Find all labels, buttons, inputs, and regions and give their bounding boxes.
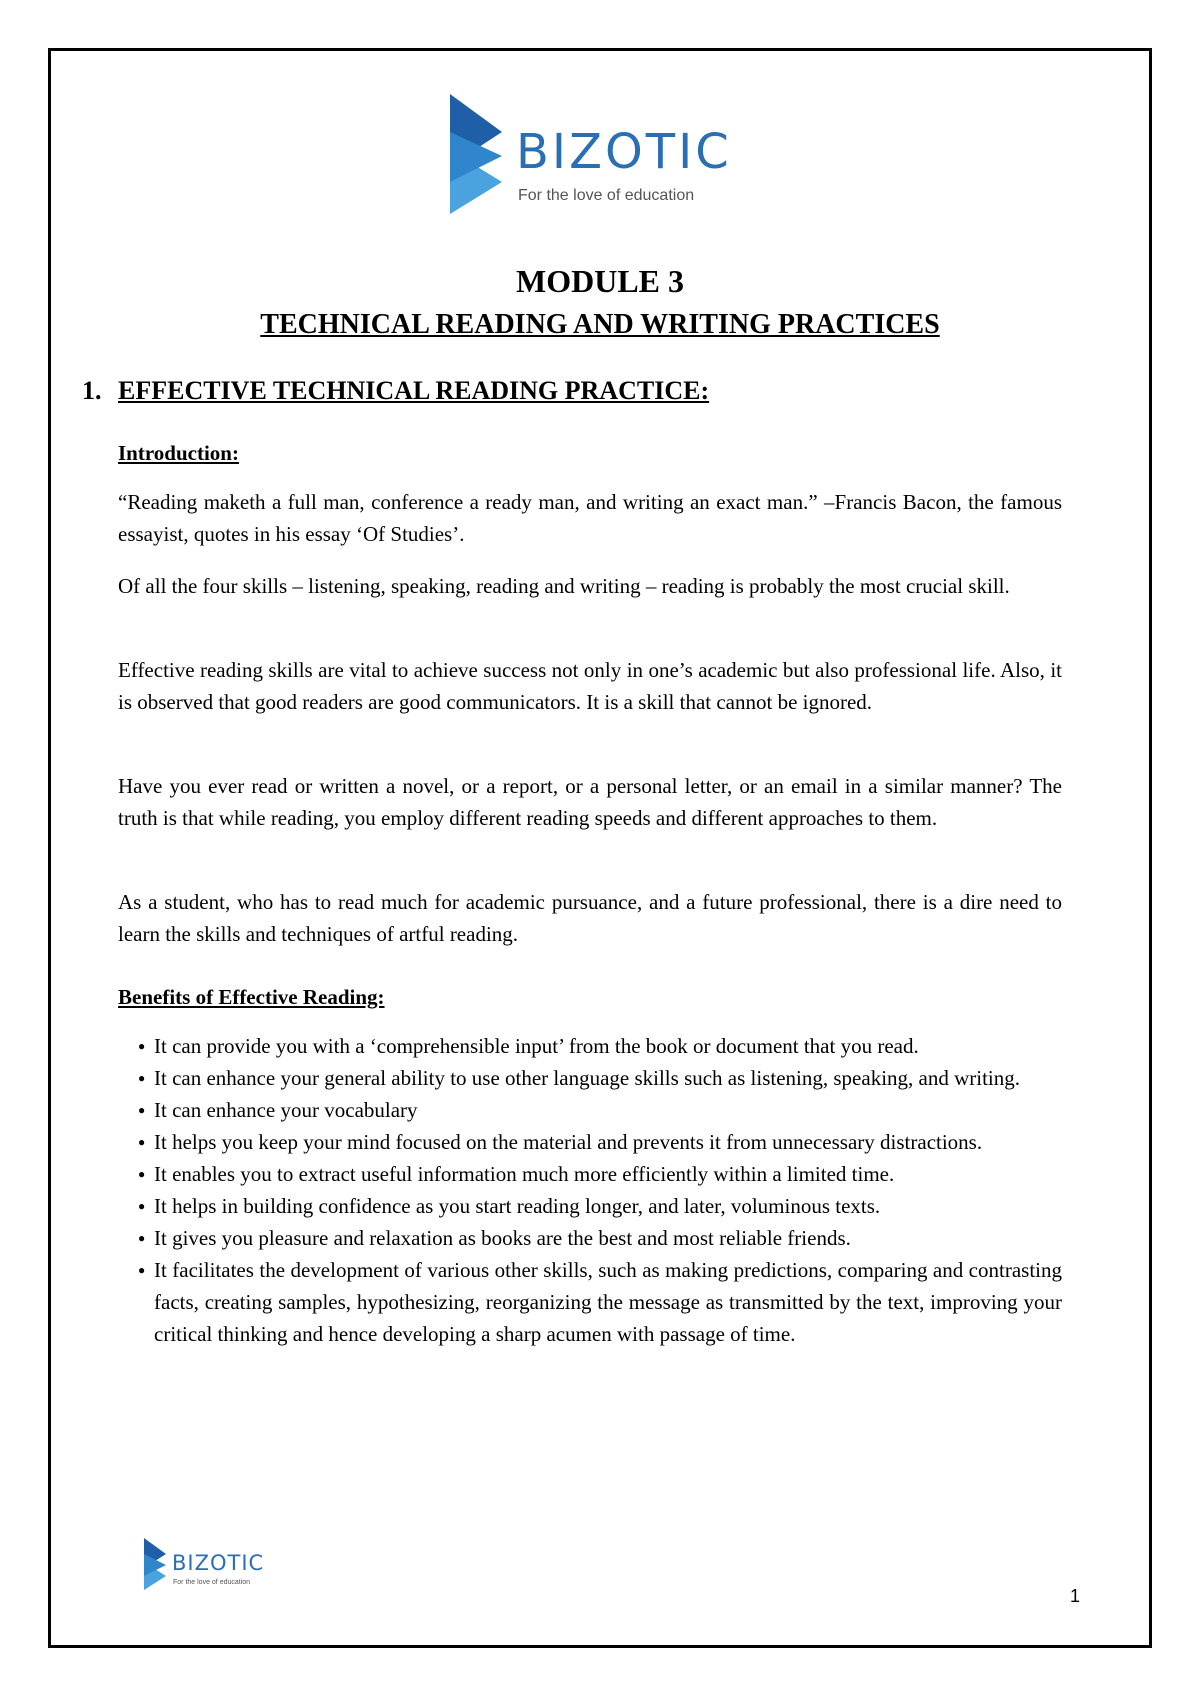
- benefits-list: [140, 1030, 1062, 1350]
- introduction-heading: Introduction:: [118, 441, 239, 465]
- intro-paragraph-3: Effective reading skills are vital to achieve success not only in one’s academic but also professional life. Also, it is observed that good readers are good communicators. It is a skill that cannot be ignored.: [118, 658, 1062, 714]
- list-item: ● It helps in building confidence as you start reading longer, and later, voluminous texts.: [140, 1190, 1062, 1222]
- footer-logo-brand-text: BIZOTIC: [172, 1551, 265, 1575]
- list-item: ● It can enhance your general ability to use other language skills such as listening, speaking, and writing.: [140, 1062, 1062, 1094]
- intro-paragraph-1: “Reading maketh a full man, conference a ready man, and writing an exact man.” –Francis Bacon, the famous essayist, quotes in his essay ‘Of Studies’.: [118, 490, 1062, 546]
- section-number: 1.: [82, 376, 102, 405]
- module-title: MODULE 3: [516, 263, 684, 299]
- list-item: ● It can provide you with a ‘comprehensible input’ from the book or document that you read.: [140, 1030, 1062, 1062]
- bizotic-logo: [432, 84, 742, 226]
- benefits-heading: Benefits of Effective Reading:: [118, 985, 385, 1009]
- list-item: ● It can enhance your vocabulary: [140, 1094, 1062, 1126]
- footer-bizotic-logo: [140, 1534, 280, 1596]
- intro-paragraph-2: Of all the four skills – listening, speaking, reading and writing – reading is probably the most crucial skill.: [118, 574, 1010, 598]
- section-title: EFFECTIVE TECHNICAL READING PRACTICE:: [118, 376, 710, 405]
- intro-paragraph-5: As a student, who has to read much for academic pursuance, and a future professional, there is a dire need to learn the skills and techniques of artful reading.: [118, 890, 1062, 946]
- list-item: ● It enables you to extract useful information much more efficiently within a limited time.: [140, 1158, 1062, 1190]
- logo-brand-text: BIZOTIC: [516, 124, 732, 180]
- intro-paragraph-4: Have you ever read or written a novel, or a report, or a personal letter, or an email in a similar manner? The truth is that while reading, you employ different reading speeds and different approaches to them.: [118, 774, 1062, 830]
- footer-logo-tagline-text: For the love of education: [173, 1579, 251, 1586]
- module-subtitle: TECHNICAL READING AND WRITING PRACTICES: [260, 309, 940, 340]
- list-item: ● It helps you keep your mind focused on the material and prevents it from unnecessary distractions.: [140, 1126, 1062, 1158]
- logo-tagline-text: For the love of education: [518, 187, 695, 204]
- list-item: ● It gives you pleasure and relaxation as books are the best and most reliable friends.: [140, 1222, 1062, 1254]
- section-heading: [82, 375, 709, 407]
- page-number: 1: [1070, 1586, 1081, 1606]
- list-item: ● It facilitates the development of various other skills, such as making predictions, comparing and contrasting facts, creating samples, hypothesizing, reorganizing the message as transmitted by the text, improving your critical thinking and hence developing a sharp acumen with passage of time.: [140, 1254, 1062, 1350]
